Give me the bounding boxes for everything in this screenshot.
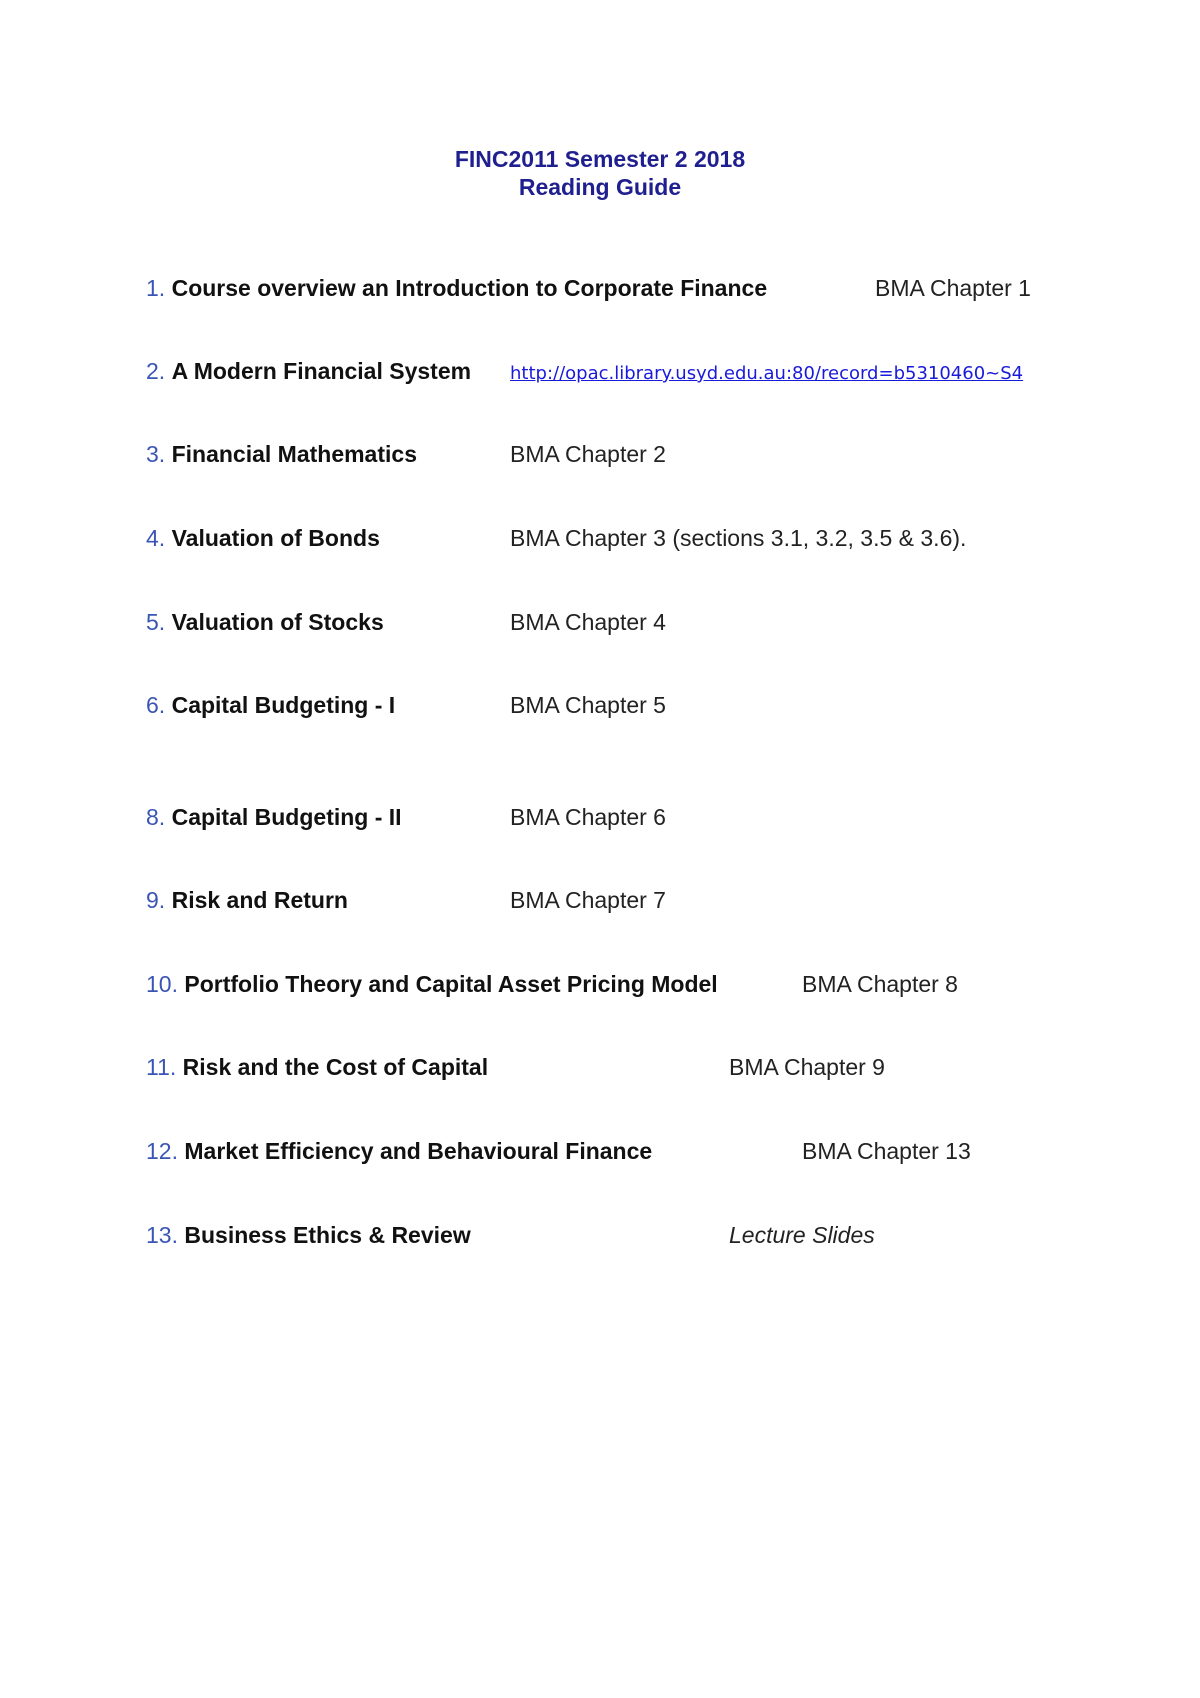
library-record-link[interactable]: http://opac.library.usyd.edu.au:80/record=b5310460~S4 <box>510 363 1024 384</box>
item-number: 5. <box>146 609 166 635</box>
item-reading: BMA Chapter 7 <box>510 887 666 913</box>
item-number: 11. <box>146 1054 177 1080</box>
item-topic: Valuation of Bonds <box>171 525 380 551</box>
item-topic: Business Ethics & Review <box>184 1222 471 1248</box>
item-number: 13. <box>146 1222 178 1248</box>
item-topic: Portfolio Theory and Capital Asset Pricing Model <box>184 971 718 997</box>
list-item <box>146 440 417 468</box>
item-number: 10. <box>146 971 178 997</box>
item-number: 9. <box>146 887 166 913</box>
item-reading: BMA Chapter 9 <box>729 1054 885 1080</box>
document-subtitle: Reading Guide <box>518 174 682 200</box>
item-number: 3. <box>146 441 166 467</box>
list-item <box>146 803 402 831</box>
item-topic: Capital Budgeting - II <box>171 804 402 830</box>
item-number: 12. <box>146 1138 178 1164</box>
item-reading: BMA Chapter 3 (sections 3.1, 3.2, 3.5 & 3.6). <box>510 525 967 551</box>
item-number: 1. <box>146 275 166 301</box>
item-reading: BMA Chapter 2 <box>510 441 666 467</box>
list-item <box>146 1221 471 1249</box>
item-topic: Risk and Return <box>171 887 348 913</box>
list-item <box>146 524 380 552</box>
list-item <box>146 608 384 636</box>
item-number: 6. <box>146 692 166 718</box>
list-item <box>146 886 348 914</box>
item-topic: Risk and the Cost of Capital <box>182 1054 489 1080</box>
list-item <box>146 691 395 719</box>
list-item <box>146 1053 488 1081</box>
item-topic: Financial Mathematics <box>165 441 417 467</box>
item-topic: Valuation of Stocks <box>171 609 384 635</box>
item-number: 2. <box>146 358 166 384</box>
item-reading: Lecture Slides <box>729 1222 875 1248</box>
list-item <box>146 970 718 998</box>
item-reading: BMA Chapter 4 <box>510 609 666 635</box>
item-topic: Market Efficiency and Behavioural Finance <box>184 1138 653 1164</box>
item-reading: BMA Chapter 6 <box>510 804 666 830</box>
item-reading: BMA Chapter 5 <box>510 692 666 718</box>
item-topic: A Modern Financial System <box>171 358 472 384</box>
list-item <box>146 1137 652 1165</box>
list-item <box>146 357 471 385</box>
item-topic: Course overview an Introduction to Corporate Finance <box>171 275 768 301</box>
item-number: 4. <box>146 525 166 551</box>
item-reading: BMA Chapter 8 <box>802 971 958 997</box>
item-number: 8. <box>146 804 166 830</box>
item-topic: Capital Budgeting - I <box>171 692 396 718</box>
item-reading: BMA Chapter 1 <box>875 275 1031 301</box>
list-item <box>146 274 767 302</box>
document-title: FINC2011 Semester 2 2018 <box>454 146 746 172</box>
item-reading: BMA Chapter 13 <box>802 1138 971 1164</box>
